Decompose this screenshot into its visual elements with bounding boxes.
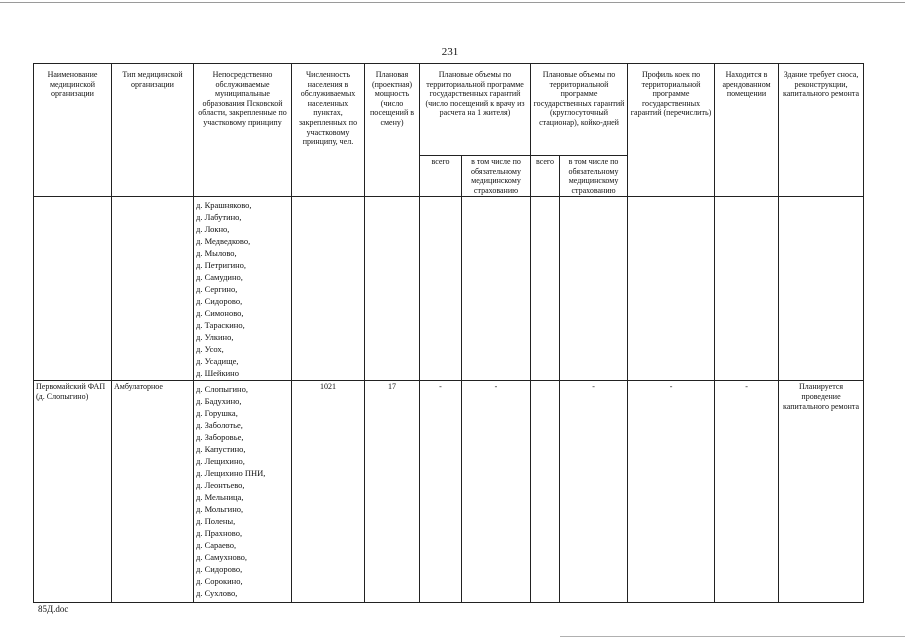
village-item: д. Сидорово, — [196, 296, 243, 307]
village-item: д. Медведково, — [196, 236, 251, 247]
subheader-out-oms: в том числе по обязательному медицинскому страхованию — [462, 156, 531, 197]
header-inpatient-volume: Плановые объемы по территориальной программе государственных гарантий (круглосуточный стационар), койко-дней — [531, 64, 628, 156]
village-item: д. Лещихино ПНИ, — [196, 468, 266, 479]
cell-in-oms: - — [560, 381, 628, 603]
village-item: д. Слопыгино, — [196, 384, 248, 395]
header-municipalities: Непосредственно обслуживаемые муниципальные образования Псковской области, закрепленные по участковому принципу — [194, 64, 292, 197]
header-org-name: Наименование медицинской организации — [34, 64, 112, 197]
cell-building-state — [779, 197, 864, 381]
cell-org-name: Первомайский ФАП (д. Слопыгино) — [34, 381, 112, 603]
village-item: д. Мельница, — [196, 492, 244, 503]
village-item: д. Петригино, — [196, 260, 247, 271]
village-item: д. Мольгино, — [196, 504, 244, 515]
subheader-in-total: всего — [531, 156, 560, 197]
village-item: д. Сергино, — [196, 284, 238, 295]
cell-out-oms — [462, 197, 531, 381]
village-item: д. Капустино, — [196, 444, 246, 455]
village-item: д. Сухлово, — [196, 588, 238, 599]
cell-capacity — [365, 197, 420, 381]
header-rented: Находится в арендованном помещении — [715, 64, 779, 197]
village-item: д. Сорокино, — [196, 576, 243, 587]
header-building-state: Здание требует сноса, реконструкции, капитального ремонта — [779, 64, 864, 197]
village-item: д. Усадище, — [196, 356, 239, 367]
cell-out-oms: - — [462, 381, 531, 603]
village-item: д. Сидорово, — [196, 564, 243, 575]
header-capacity: Плановая (проектная) мощность (число посещений в смену) — [365, 64, 420, 197]
cell-bed-profile: - — [628, 381, 715, 603]
village-item: д. Заборовье, — [196, 432, 244, 443]
village-item: д. Заболотье, — [196, 420, 243, 431]
village-item: д. Прахново, — [196, 528, 243, 539]
cell-in-total — [531, 381, 560, 603]
cell-rented: - — [715, 381, 779, 603]
cell-villages — [194, 381, 292, 603]
village-item: д. Локно, — [196, 224, 230, 235]
village-item: д. Лещихино, — [196, 456, 245, 467]
cell-out-total: - — [420, 381, 462, 603]
cell-population — [292, 197, 365, 381]
medical-organizations-table — [33, 63, 864, 603]
village-item: д. Бадухино, — [196, 396, 242, 407]
cell-bed-profile — [628, 197, 715, 381]
village-item: д. Крашняково, — [196, 200, 252, 211]
village-item: д. Мылово, — [196, 248, 237, 259]
cell-in-total — [531, 197, 560, 381]
village-item: д. Самухново, — [196, 552, 248, 563]
village-item: д. Полены, — [196, 516, 236, 527]
header-outpatient-volume: Плановые объемы по территориальной программе государственных гарантий (число посещений к врачу из расчета на 1 жителя) — [420, 64, 531, 156]
village-item: д. Усох, — [196, 344, 224, 355]
footer-filename: 85Д.doc — [38, 604, 69, 614]
village-item: д. Симоново, — [196, 308, 244, 319]
cell-org-name — [34, 197, 112, 381]
cell-out-total — [420, 197, 462, 381]
header-population: Численность населения в обслуживаемых населенных пунктах, закрепленных по участковому принципу, чел. — [292, 64, 365, 197]
village-item: д. Улкино, — [196, 332, 234, 343]
header-org-type: Тип медицинской организации — [112, 64, 194, 197]
table-row — [34, 381, 864, 603]
village-item: д. Леонтьево, — [196, 480, 245, 491]
cell-capacity: 17 — [365, 381, 420, 603]
table-row — [34, 197, 864, 381]
cell-org-type: Амбулаторное — [112, 381, 194, 603]
cell-building-state: Планируется проведение капитального ремонта — [779, 381, 864, 603]
scan-edge-top — [0, 2, 905, 3]
page-number: 231 — [441, 46, 459, 58]
village-item: д. Сарaево, — [196, 540, 237, 551]
village-item: д. Самудино, — [196, 272, 243, 283]
cell-rented — [715, 197, 779, 381]
subheader-out-total: всего — [420, 156, 462, 197]
village-item: д. Горушка, — [196, 408, 238, 419]
cell-population: 1021 — [292, 381, 365, 603]
village-item: д. Тараскино, — [196, 320, 245, 331]
cell-villages — [194, 197, 292, 381]
header-bed-profile: Профиль коек по территориальной программе государственных гарантий (перечислить) — [628, 64, 715, 197]
header-row — [34, 64, 864, 156]
village-item: д. Лабутино, — [196, 212, 242, 223]
scan-edge-bottom — [560, 636, 905, 637]
cell-org-type — [112, 197, 194, 381]
subheader-in-oms: в том числе по обязательному медицинскому страхованию — [560, 156, 628, 197]
village-item: д. Шейкино — [196, 368, 239, 379]
cell-in-oms — [560, 197, 628, 381]
